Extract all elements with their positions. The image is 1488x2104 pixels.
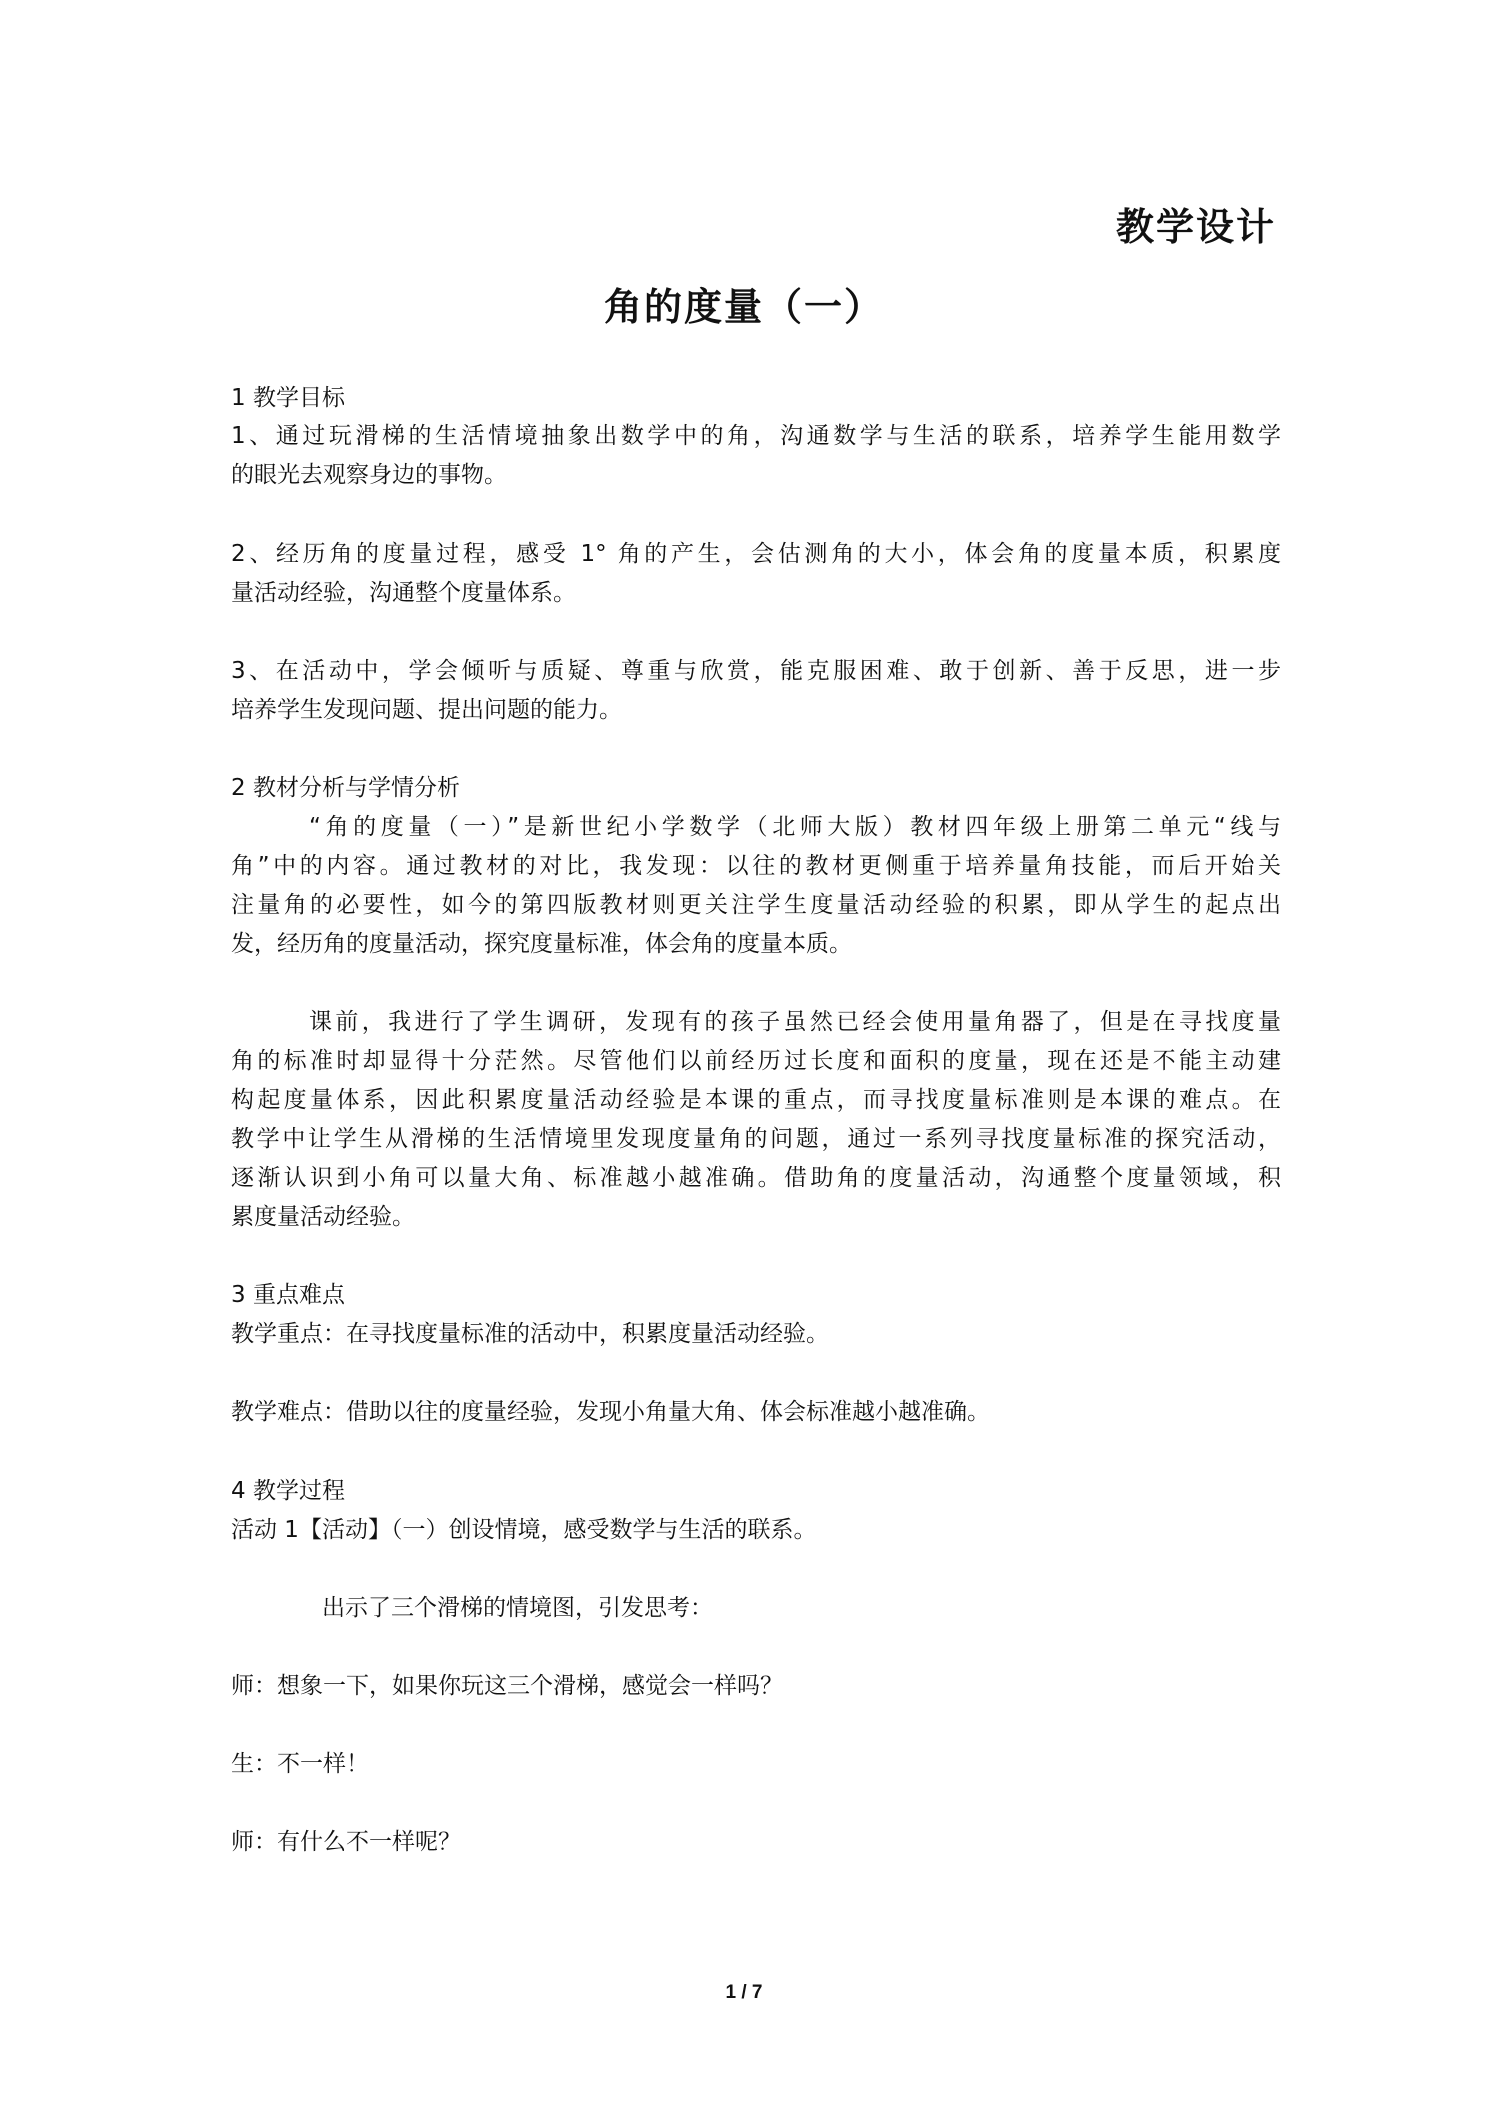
goal-3-line-2: 培养学生发现问题、提出问题的能力。 [231, 697, 622, 723]
dialog-teacher-2: 师：有什么不一样呢？ [231, 1829, 461, 1855]
dialog-teacher-1: 师：想象一下，如果你玩这三个滑梯，感觉会一样吗？ [231, 1673, 783, 1699]
activity-1-title: 活动 1【活动】（一）创设情境，感受数学与生活的联系。 [231, 1517, 817, 1543]
analysis-p2-line-5: 逐渐认识到小角可以量大角、标准越小越准确。借助角的度量活动，沟通整个度量领域，积 [231, 1165, 1281, 1191]
analysis-p2-line-1: 课前，我进行了学生调研，发现有的孩子虽然已经会使用量角器了，但是在寻找度量 [309, 1009, 1281, 1035]
section-heading-objectives: 1 教学目标 [231, 385, 345, 411]
section-heading-key-points: 3 重点难点 [231, 1282, 345, 1308]
analysis-p1-line-4: 发，经历角的度量活动，探究度量标准，体会角的度量本质。 [231, 931, 852, 957]
section-heading-process: 4 教学过程 [231, 1478, 345, 1504]
document-type-heading: 教学设计 [1115, 205, 1276, 249]
section-heading-analysis: 2 教材分析与学情分析 [231, 775, 460, 801]
goal-3-line-1: 3、在活动中，学会倾听与质疑、尊重与欣赏，能克服困难、敢于创新、善于反思，进一步 [231, 658, 1281, 684]
goal-2-line-2: 量活动经验，沟通整个度量体系。 [231, 580, 576, 606]
goal-1-line-1: 1、通过玩滑梯的生活情境抽象出数学中的角，沟通数学与生活的联系，培养学生能用数学 [231, 423, 1281, 449]
analysis-p1-line-2: 角”中的内容。通过教材的对比，我发现：以往的教材更侧重于培养量角技能，而后开始关 [231, 853, 1281, 879]
analysis-p2-line-3: 构起度量体系，因此积累度量活动经验是本课的重点，而寻找度量标准则是本课的难点。在 [231, 1087, 1281, 1113]
analysis-p2-line-6: 累度量活动经验。 [231, 1204, 415, 1230]
teaching-key-point: 教学重点：在寻找度量标准的活动中，积累度量活动经验。 [231, 1321, 829, 1347]
page-number: 1 / 7 [725, 1982, 763, 2003]
teaching-difficulty: 教学难点：借助以往的度量经验，发现小角量大角、体会标准越小越准确。 [231, 1399, 990, 1425]
analysis-p2-line-4: 教学中让学生从滑梯的生活情境里发现度量角的问题，通过一系列寻找度量标准的探究活动， [231, 1126, 1281, 1152]
goal-2-line-1: 2、经历角的度量过程，感受 1° 角的产生，会估测角的大小，体会角的度量本质，积累度 [231, 541, 1281, 567]
document-title: 角的度量（一） [603, 285, 884, 329]
dialog-student-1: 生：不一样！ [231, 1751, 369, 1777]
analysis-p1-line-3: 注量角的必要性，如今的第四版教材则更关注学生度量活动经验的积累，即从学生的起点出 [231, 892, 1281, 918]
activity-1-intro: 出示了三个滑梯的情境图，引发思考： [322, 1595, 713, 1621]
goal-1-line-2: 的眼光去观察身边的事物。 [231, 462, 507, 488]
analysis-p1-line-1: “角的度量（一）”是新世纪小学数学（北师大版）教材四年级上册第二单元“线与 [309, 814, 1281, 840]
analysis-p2-line-2: 角的标准时却显得十分茫然。尽管他们以前经历过长度和面积的度量，现在还是不能主动建 [231, 1048, 1281, 1074]
